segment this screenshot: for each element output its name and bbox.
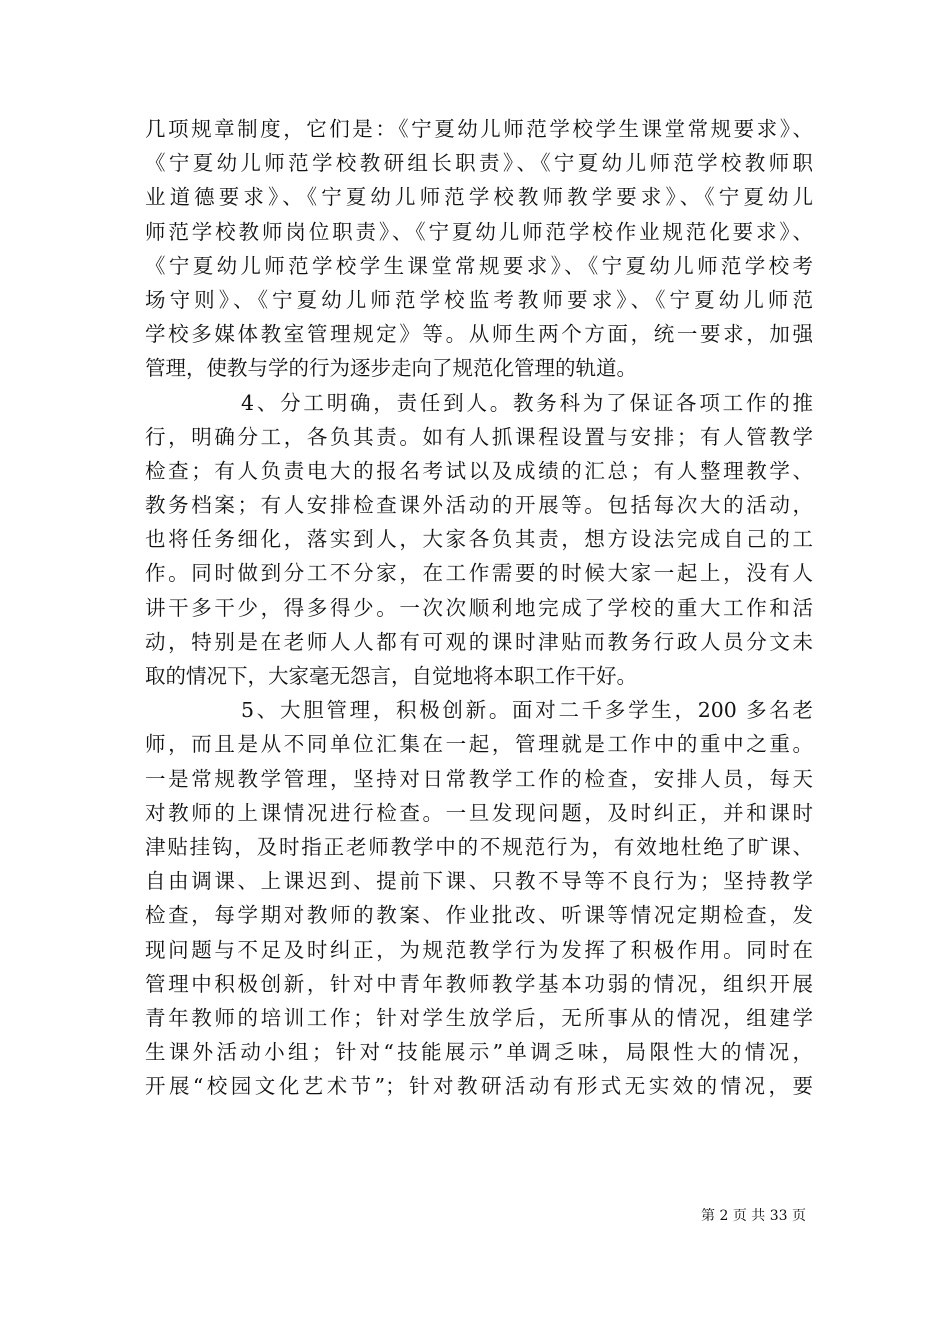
- text-line: 自由调课、上课迟到、提前下课、只教不导等不良行为；坚持教学: [145, 869, 813, 894]
- text-line: 讲干多干少，得多得少。一次次顺利地完成了学校的重大工作和活: [145, 595, 813, 620]
- text-line: 一是常规教学管理，坚持对日常教学工作的检查，安排人员，每天: [145, 766, 813, 791]
- text-line: 《宁夏幼儿师范学校学生课堂常规要求》、《宁夏幼儿师范学校考: [145, 253, 813, 278]
- text-line: 管理中积极创新，针对中青年教师教学基本功弱的情况，组织开展: [145, 971, 813, 996]
- text-line: 管理，使教与学的行为逐步走向了规范化管理的轨道。: [145, 356, 637, 381]
- text-line: 取的情况下，大家毫无怨言，自觉地将本职工作干好。: [145, 664, 637, 688]
- text-line: 检查；有人负责电大的报名考试以及成绩的汇总；有人整理教学、: [145, 458, 813, 483]
- body-text: [145, 112, 813, 1103]
- text-line: 行，明确分工，各负其责。如有人抓课程设置与安排；有人管教学: [145, 424, 813, 449]
- page-number-footer: 第 2 页 共 33 页: [701, 1208, 806, 1224]
- text-line: 开展“校园文化艺术节”；针对教研活动有形式无实效的情况，要: [145, 1074, 813, 1099]
- text-line: 动，特别是在老师人人都有可观的课时津贴而教务行政人员分文未: [145, 629, 813, 654]
- text-line: 业道德要求》、《宁夏幼儿师范学校教师教学要求》、《宁夏幼儿: [145, 185, 813, 210]
- text-line: 4、分工明确，责任到人。教务科为了保证各项工作的推: [241, 390, 813, 415]
- text-line: 几项规章制度，它们是：《宁夏幼儿师范学校学生课堂常规要求》、: [145, 117, 813, 141]
- text-line: 5、大胆管理，积极创新。面对二千多学生，200 多名老: [241, 698, 813, 723]
- text-line: 现问题与不足及时纠正，为规范教学行为发挥了积极作用。同时在: [145, 937, 813, 962]
- text-line: 场守则》、《宁夏幼儿师范学校监考教师要求》、《宁夏幼儿师范: [145, 287, 813, 312]
- text-line: 学校多媒体教室管理规定》等。从师生两个方面，统一要求，加强: [145, 322, 813, 347]
- text-line: 作。同时做到分工不分家，在工作需要的时候大家一起上，没有人: [145, 561, 813, 586]
- text-line: 师范学校教师岗位职责》、《宁夏幼儿师范学校作业规范化要求》、: [145, 219, 813, 244]
- text-line: 青年教师的培训工作；针对学生放学后，无所事从的情况，组建学: [145, 1005, 813, 1030]
- text-line: 也将任务细化，落实到人，大家各负其责，想方设法完成自己的工: [145, 527, 813, 552]
- text-line: 生课外活动小组；针对“技能展示”单调乏味，局限性大的情况，: [145, 1040, 813, 1065]
- text-line: 津贴挂钩，及时指正老师教学中的不规范行为，有效地杜绝了旷课、: [145, 834, 813, 859]
- text-line: 《宁夏幼儿师范学校教研组长职责》、《宁夏幼儿师范学校教师职: [145, 151, 813, 176]
- text-line: 检查，每学期对教师的教案、作业批改、听课等情况定期检查，发: [145, 903, 813, 928]
- text-line: 教务档案；有人安排检查课外活动的开展等。包括每次大的活动，: [145, 493, 813, 518]
- text-line: 对教师的上课情况进行检查。一旦发现问题，及时纠正，并和课时: [145, 800, 813, 825]
- text-line: 师，而且是从不同单位汇集在一起，管理就是工作中的重中之重。: [145, 732, 813, 757]
